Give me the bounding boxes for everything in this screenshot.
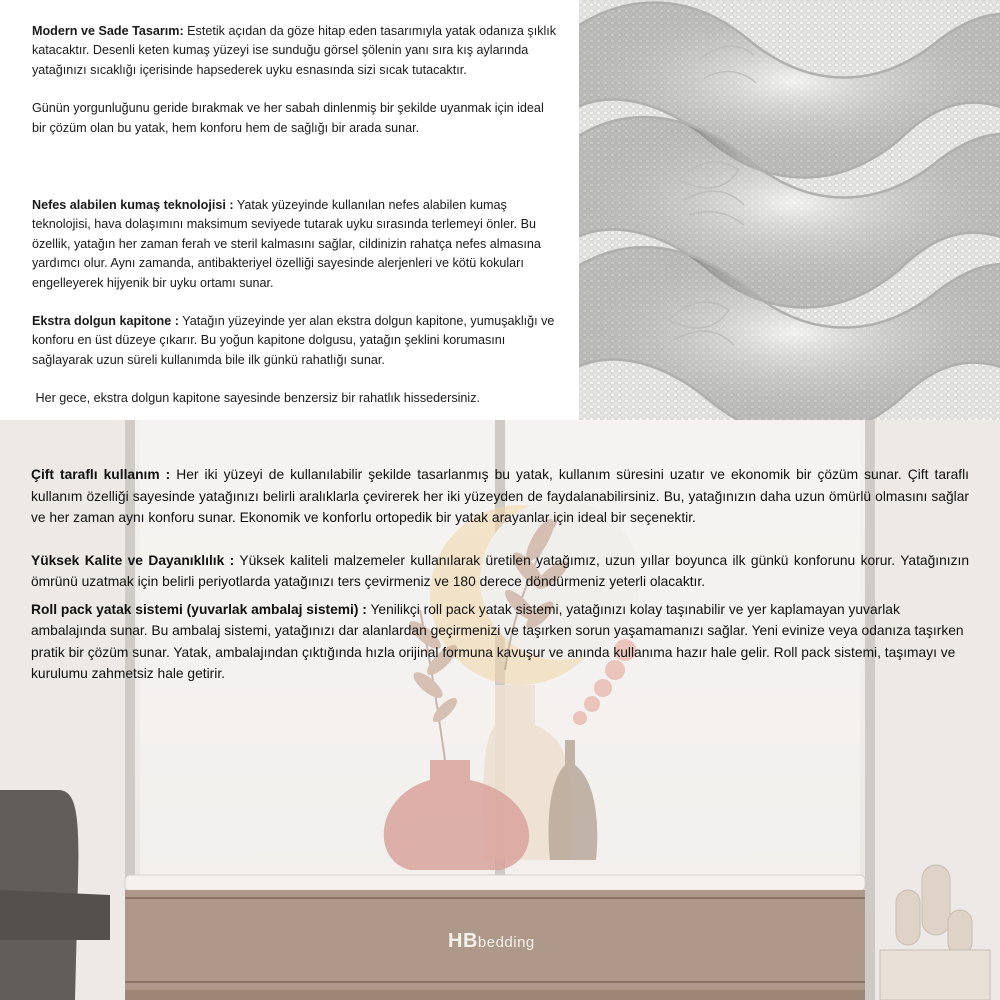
hb-bedding-logo bbox=[448, 930, 535, 953]
breathable-paragraph bbox=[32, 196, 557, 293]
quality-paragraph bbox=[31, 550, 969, 593]
quality-text: Yüksek kaliteli malzemeler kullanılarak üretilen yatağımız, uzun yıllar boyunca ilk günkü konforunu korur. Yatağınızın ömrünü uzatmak için belirli periyotlarda yatağınızı ters çevirmeniz ve 180 derece döndürmeniz yeterli olacaktır. bbox=[31, 552, 969, 589]
quality-title: Yüksek Kalite ve Dayanıklılık : bbox=[31, 552, 235, 568]
double-sided-text: Her iki yüzeyi de kullanılabilir şekilde tasarlanmış bu yatak, kullanım süresini uzatır ve ekonomik bir çözüm sunar. Çift taraflı kullanım özelliği sayesinde yatağınızı belirli aralıklarla çevirerek her iki yüzeyden de faydalanabilirsiniz. Bu, yatağınızın daha uzun ömürlü olmasını sağlar ve her zaman aynı konforu sunar. Ekonomik ve konforlu ortopedik bir yatak arayanlar için ideal bir seçenektir. bbox=[31, 467, 969, 525]
quilting-extra-paragraph: Her gece, ekstra dolgun kapitone sayesinde benzersiz bir rahatlık hissedersiniz. bbox=[32, 391, 481, 406]
double-sided-title: Çift taraflı kullanım : bbox=[31, 467, 171, 482]
design-extra-paragraph: Günün yorgunluğunu geride bırakmak ve her sabah dinlenmiş bir şekilde uyanmak için ideal bir çözüm olan bu yatak, hem konforu hem de sağlığı bir arada sunar. bbox=[32, 101, 544, 135]
fabric-texture-image bbox=[579, 0, 1000, 420]
roll-pack-title: Roll pack yatak sistemi (yuvarlak ambalaj sistemi) : bbox=[31, 601, 367, 617]
top-section bbox=[0, 0, 1000, 420]
roll-pack-paragraph bbox=[31, 599, 969, 685]
bottom-text-block bbox=[31, 464, 969, 685]
breathable-title: Nefes alabilen kumaş teknolojisi : bbox=[32, 198, 234, 213]
double-sided-paragraph bbox=[31, 464, 969, 529]
logo-bedding: bedding bbox=[477, 934, 535, 951]
quilting-title: Ekstra dolgun kapitone : bbox=[32, 314, 179, 329]
logo-hb: HB bbox=[448, 930, 478, 952]
design-title: Modern ve Sade Tasarım: bbox=[32, 24, 184, 38]
bottom-section bbox=[0, 420, 1000, 1000]
breathable-text: Yatak yüzeyinde kullanılan nefes alabilen kumaş teknolojisi, hava dolaşımını maksimum seviyede tutarak uyku sırasında terlemeyi önler. Bu özellik, yatağın her zaman ferah ve steril kalmasını sağlar, cildinizin rahatça nefes almasına yardımcı olur. Aynı zamanda, antibakteriyel özelliği sayesinde alerjenleri ve kötü kokuları engelleyerek hijyenik bir uyku ortamı sunar. bbox=[32, 198, 541, 290]
top-text-block bbox=[32, 22, 557, 409]
quilted-fabric-photo bbox=[579, 0, 1000, 420]
roll-pack-text: Yenilikçi roll pack yatak sistemi, yatağınızı kolay taşınabilir ve yer kaplamayan yuvarlak ambalajında sunar. Bu ambalaj sistemi, yatağınızı dar alanlardan geçirmenizi ve taşırken sorun yaşamamanızı sağlar. Yeni evinize veya odanıza taşırken pratik bir çözüm sunar. Yatak, ambalajından çıktığında hızla orijinal formuna kavuşur ve anında kullanıma hazır hale gelir. Roll pack sistemi, taşımayı ve kurulumu zahmetsiz hale getirir. bbox=[31, 601, 964, 681]
quilting-text: Yatağın yüzeyinde yer alan ekstra dolgun kapitone, yumuşaklığı ve konforu en üst düzeye çıkarır. Bu yoğun kapitone dolgusu, yatağın şeklini korumasını sağlayarak uzun süreli kullanımda bile ilk günkü rahatlığı sunar. bbox=[32, 314, 555, 367]
design-paragraph bbox=[32, 22, 557, 80]
design-text: Estetik açıdan da göze hitap eden tasarımıyla yatak odanıza şıklık katacaktır. Desenli keten kumaş yüzeyi ise sunduğu görsel şölenin yanı sıra kış aylarında yatağınızı sıcaklığı içerisinde hapsederek uyku esnasında sizi sıcak tutacaktır. bbox=[32, 24, 557, 77]
quilting-paragraph bbox=[32, 312, 557, 370]
